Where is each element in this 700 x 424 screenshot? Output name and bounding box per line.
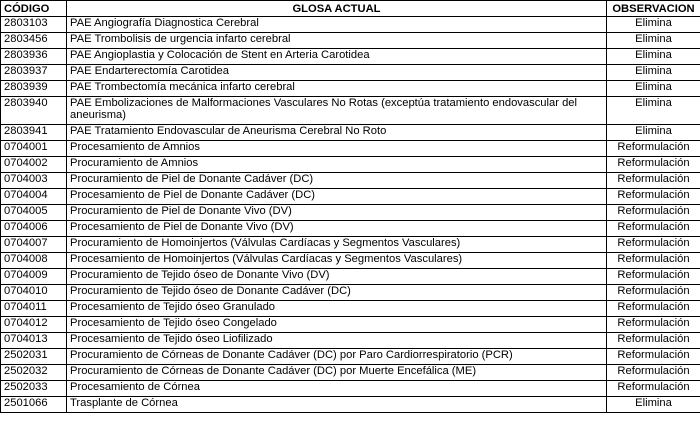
cell-code: 2502031 <box>1 349 67 365</box>
cell-code: 0704004 <box>1 189 67 205</box>
cell-glosa: Procuramiento de Amnios <box>67 157 607 173</box>
table-header-row <box>1 1 700 17</box>
cell-glosa: Trasplante de Córnea <box>67 397 607 413</box>
cell-observacion: Reformulación <box>607 173 700 189</box>
cell-glosa: PAE Trombolisis de urgencia infarto cerebral <box>67 33 607 49</box>
cell-code: 0704008 <box>1 253 67 269</box>
cell-glosa: PAE Embolizaciones de Malformaciones Vasculares No Rotas (exceptúa tratamiento endovascular del aneurisma) <box>67 97 607 125</box>
header-glosa: GLOSA ACTUAL <box>67 1 607 17</box>
cell-observacion: Elimina <box>607 81 700 97</box>
cell-observacion: Elimina <box>607 125 700 141</box>
cell-observacion: Reformulación <box>607 189 700 205</box>
cell-code: 2502032 <box>1 365 67 381</box>
table-row <box>1 17 700 33</box>
cell-code: 2803936 <box>1 49 67 65</box>
table-row <box>1 333 700 349</box>
table-row <box>1 301 700 317</box>
cell-glosa: Procuramiento de Tejido óseo de Donante Vivo (DV) <box>67 269 607 285</box>
cell-code: 0704012 <box>1 317 67 333</box>
cell-observacion: Elimina <box>607 397 700 413</box>
table-row <box>1 125 700 141</box>
table-row <box>1 365 700 381</box>
table-row <box>1 269 700 285</box>
cell-observacion: Elimina <box>607 65 700 81</box>
table-row <box>1 205 700 221</box>
table-row <box>1 173 700 189</box>
cell-glosa: PAE Tratamiento Endovascular de Aneurisma Cerebral No Roto <box>67 125 607 141</box>
cell-glosa: Procesamiento de Piel de Donante Cadáver (DC) <box>67 189 607 205</box>
table-row <box>1 317 700 333</box>
table-row <box>1 221 700 237</box>
table-row <box>1 189 700 205</box>
table-body <box>1 17 700 413</box>
cell-code: 0704011 <box>1 301 67 317</box>
cell-code: 0704007 <box>1 237 67 253</box>
cell-glosa: Procesamiento de Tejido óseo Congelado <box>67 317 607 333</box>
cell-code: 0704003 <box>1 173 67 189</box>
cell-glosa: PAE Angiografía Diagnostica Cerebral <box>67 17 607 33</box>
cell-code: 2803937 <box>1 65 67 81</box>
cell-code: 0704010 <box>1 285 67 301</box>
cell-glosa: PAE Angioplastia y Colocación de Stent en Arteria Carotidea <box>67 49 607 65</box>
table-row <box>1 157 700 173</box>
cell-code: 2502033 <box>1 381 67 397</box>
cell-code: 2501066 <box>1 397 67 413</box>
cell-observacion: Reformulación <box>607 301 700 317</box>
cell-glosa: Procesamiento de Piel de Donante Vivo (DV) <box>67 221 607 237</box>
cell-observacion: Reformulación <box>607 285 700 301</box>
cell-glosa: PAE Endarterectomía Carotidea <box>67 65 607 81</box>
cell-observacion: Reformulación <box>607 365 700 381</box>
cell-code: 2803940 <box>1 97 67 125</box>
cell-observacion: Reformulación <box>607 205 700 221</box>
cell-observacion: Reformulación <box>607 269 700 285</box>
cell-code: 2803456 <box>1 33 67 49</box>
cell-glosa: Procesamiento de Córnea <box>67 381 607 397</box>
cell-observacion: Elimina <box>607 17 700 33</box>
header-observacion: OBSERVACION <box>607 1 700 17</box>
cell-glosa: Procuramiento de Córneas de Donante Cadáver (DC) por Paro Cardiorrespiratorio (PCR) <box>67 349 607 365</box>
cell-code: 0704001 <box>1 141 67 157</box>
cell-observacion: Reformulación <box>607 317 700 333</box>
cell-glosa: Procesamiento de Homoinjertos (Válvulas Cardíacas y Segmentos Vasculares) <box>67 253 607 269</box>
cell-code: 0704013 <box>1 333 67 349</box>
table-row <box>1 49 700 65</box>
cell-observacion: Reformulación <box>607 221 700 237</box>
cell-glosa: Procuramiento de Córneas de Donante Cadáver (DC) por Muerte Encefálica (ME) <box>67 365 607 381</box>
cell-observacion: Reformulación <box>607 333 700 349</box>
cell-observacion: Elimina <box>607 49 700 65</box>
cell-code: 2803103 <box>1 17 67 33</box>
table-row <box>1 237 700 253</box>
cell-observacion: Reformulación <box>607 237 700 253</box>
table-row <box>1 65 700 81</box>
cell-glosa: Procesamiento de Amnios <box>67 141 607 157</box>
cell-glosa: Procuramiento de Piel de Donante Vivo (DV) <box>67 205 607 221</box>
cell-code: 0704006 <box>1 221 67 237</box>
cell-observacion: Reformulación <box>607 141 700 157</box>
cell-glosa: Procesamiento de Tejido óseo Granulado <box>67 301 607 317</box>
cell-observacion: Reformulación <box>607 157 700 173</box>
cell-glosa: Procuramiento de Piel de Donante Cadáver (DC) <box>67 173 607 189</box>
cell-observacion: Reformulación <box>607 349 700 365</box>
table-row <box>1 33 700 49</box>
table-row <box>1 81 700 97</box>
table-row <box>1 349 700 365</box>
table-row <box>1 253 700 269</box>
cell-code: 2803939 <box>1 81 67 97</box>
cell-observacion: Elimina <box>607 97 700 125</box>
table-row <box>1 397 700 413</box>
header-code: CÓDIGO <box>1 1 67 17</box>
table-row <box>1 97 700 125</box>
cell-observacion: Reformulación <box>607 381 700 397</box>
cell-glosa: Procesamiento de Tejido óseo Liofilizado <box>67 333 607 349</box>
table-row <box>1 141 700 157</box>
cell-glosa: Procuramiento de Tejido óseo de Donante Cadáver (DC) <box>67 285 607 301</box>
cell-glosa: PAE Trombectomía mecánica infarto cerebral <box>67 81 607 97</box>
cell-glosa: Procuramiento de Homoinjertos (Válvulas Cardíacas y Segmentos Vasculares) <box>67 237 607 253</box>
cell-observacion: Elimina <box>607 33 700 49</box>
cell-observacion: Reformulación <box>607 253 700 269</box>
cell-code: 0704002 <box>1 157 67 173</box>
table-row <box>1 381 700 397</box>
cell-code: 0704005 <box>1 205 67 221</box>
table-row <box>1 285 700 301</box>
cell-code: 2803941 <box>1 125 67 141</box>
cell-code: 0704009 <box>1 269 67 285</box>
